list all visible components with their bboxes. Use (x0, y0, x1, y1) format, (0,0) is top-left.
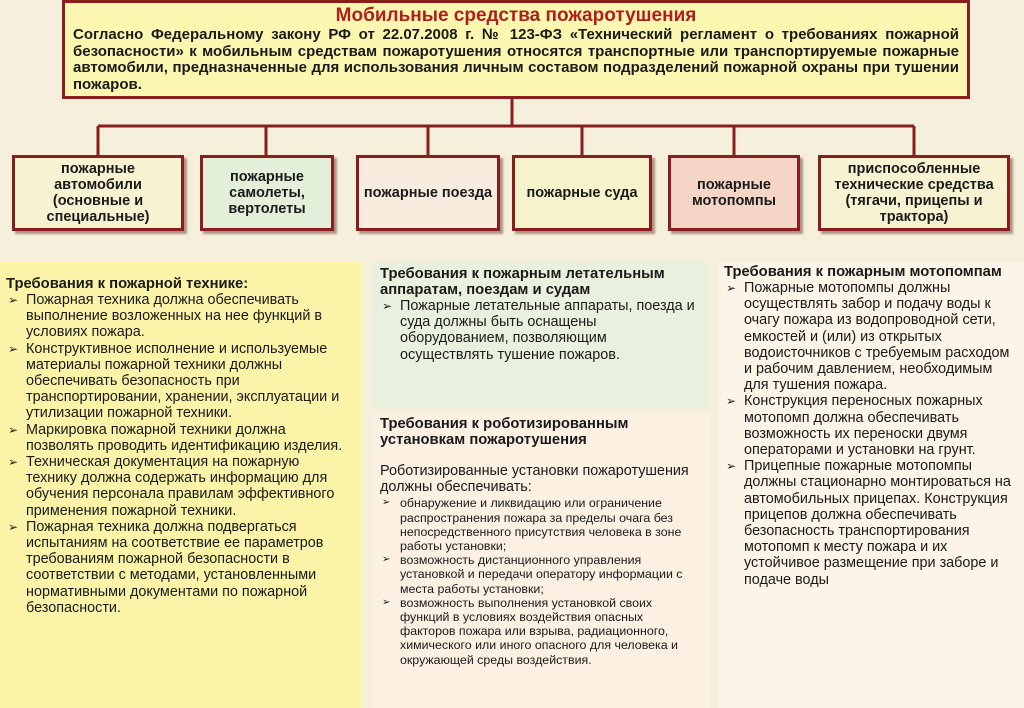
requirements-list (724, 280, 1016, 588)
list-item: ➢ Техническая документация на пожарную технику должна содержать информацию для обучения персонала правилам эффективного применения пожарной техники. (6, 454, 354, 519)
list-item: ➢ Пожарные мотопомпы должны осуществлять забор и подачу воды к очагу пожара из водопроводной сети, емкостей и (или) из открытых водоисточников с требуемым расходом и рабочим давлением, необходимым для тушения пожара. (724, 280, 1016, 393)
list-item: ➢ Пожарные летательные аппараты, поезда и суда должны быть оснащены оборудованием, позволяющим осуществлять тушение пожаров. (380, 298, 700, 363)
fire-equipment-requirements-panel (0, 262, 362, 708)
aircraft-trains-ships-requirements-panel (372, 262, 710, 408)
list-item: ➢ Прицепные пожарные мотопомпы должны стационарно монтироваться на автомобильных прицепах. Конструкция прицепов должна обеспечивать безопасность транспортирования мотопомп к месту пожара и их устойчивое размещение при заборе и подаче воды (724, 458, 1016, 588)
list-item: ➢ Маркировка пожарной техники должна позволять проводить идентификацию изделия. (6, 422, 354, 454)
category-adapted-vehicles: приспособленные технические средства (тягачи, прицепы и трактора) (818, 155, 1010, 231)
list-item: ➢ Конструктивное исполнение и используемые материалы пожарной техники должны обеспечивать безопасность при транспортировании, хранении, эксплуатации и утилизации пожарной техники. (6, 341, 354, 422)
category-fire-aircraft: пожарные самолеты, вертолеты (200, 155, 334, 231)
panel-title: Требования к пожарным летательным аппаратам, поездам и судам (380, 266, 665, 298)
list-item: ➢ возможность дистанционного управления установкой и передачи оператору информации с места работы установки; (380, 553, 700, 596)
page-title: Мобильные средства пожаротушения (335, 5, 697, 26)
header-box (62, 0, 970, 99)
category-fire-trucks: пожарные автомобили (основные и специальные) (12, 155, 184, 231)
requirements-list (380, 298, 700, 363)
category-motor-pumps: пожарные мотопомпы (668, 155, 800, 231)
robotic-installations-requirements-panel (372, 412, 710, 708)
header-text: Согласно Федеральному закону РФ от 22.07.2008 г. № 123-ФЗ «Технический регламент о требованиях пожарной безопасности» к мобильным средствам пожаротушения относятся транспортные или транспортируемые пожарные автомобили, предназначенные для использования личным составом подразделений пожарной охраны при тушении пожаров. (73, 26, 959, 93)
panel-title: Требования к роботизированным установкам пожаротушения (380, 416, 629, 448)
panel-intro: Роботизированные установки пожаротушения должны обеспечивать: (380, 463, 689, 496)
requirements-list (6, 292, 354, 616)
category-fire-trains: пожарные поезда (356, 155, 500, 231)
list-item: ➢ Конструкция переносных пожарных мотопомп должна обеспечивать возможность их переноски двумя операторами и установки на грунт. (724, 393, 1016, 458)
list-item: ➢ Пожарная техника должна обеспечивать выполнение возложенных на нее функций в условиях пожара. (6, 292, 354, 341)
list-item: ➢ возможность выполнения установкой своих функций в условиях воздействия опасных факторов пожара или взрыва, радиационного, химического или иного опасного для человека и окружающей среды воздействия. (380, 596, 700, 667)
list-item: ➢ Пожарная техника должна подвергаться испытаниям на соответствие ее параметров требованиям пожарной безопасности в соответствии с методами, установленными нормативными документами по пожарной безопасности. (6, 519, 354, 616)
motor-pump-requirements-panel (718, 262, 1024, 708)
list-item: ➢ обнаружение и ликвидацию или ограничение распространения пожара за пределы очага без непосредственного присутствия человека в зоне работы установки; (380, 496, 700, 553)
panel-title: Требования к пожарной технике: (6, 276, 249, 292)
category-fire-ships: пожарные суда (512, 155, 652, 231)
panel-title: Требования к пожарным мотопомпам (724, 264, 1002, 280)
requirements-list (380, 496, 700, 666)
